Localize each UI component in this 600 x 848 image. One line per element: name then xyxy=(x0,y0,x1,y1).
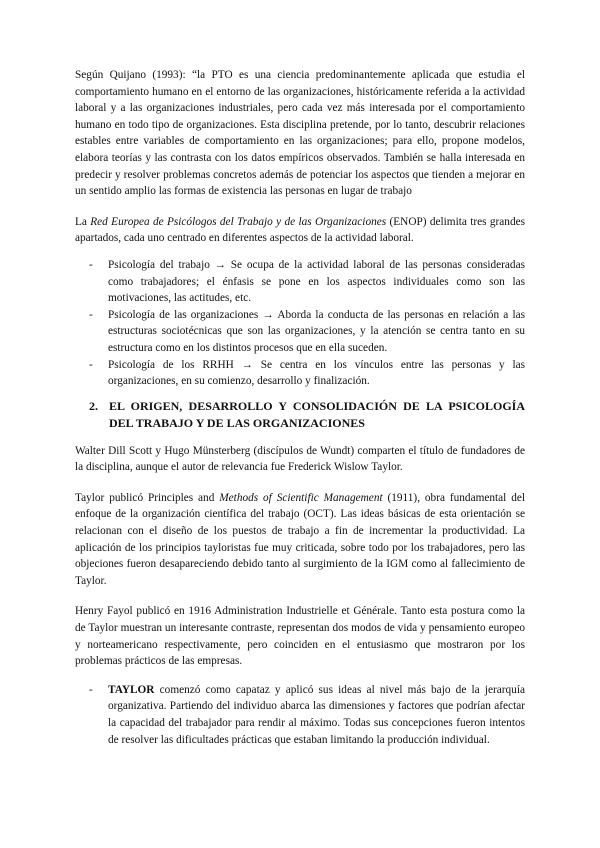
enop-areas-list xyxy=(75,257,525,390)
list-item-text: Psicología del trabajo → Se ocupa de la actividad laboral de las personas consideradas como trabajadores; el énfasis se pone en los aspectos individuales como son las motivaciones, las actitudes, etc. xyxy=(108,258,525,305)
paragraph-fayol: Henry Fayol publicó en 1916 Administration Industrielle et Générale. Tanto esta postura como la de Taylor muestran un interesante contraste, representan dos modos de vida y pensamiento europeo y norteamericano respectivamente, pero coinciden en el entusiasmo que mostraron por los problemas prácticos de las empresas. xyxy=(75,605,525,668)
list-item xyxy=(75,307,525,357)
section-heading xyxy=(75,398,525,433)
dash-bullet: - xyxy=(89,358,93,371)
list-item-text: comenzó como capataz y aplicó sus ideas al nivel más bajo de la jerarquía organizativa. Partiendo del individuo abarca las dimensiones y factores que podrían afectar la capacidad del trabajador para rendir al máximo. Todas sus concepciones fueron intentos de resolver las dificultades prácticas que estaban limitando la producción individual. xyxy=(108,683,525,746)
enop-post: (ENOP) delimita tres grandes apartados, cada uno centrado en diferentes aspectos de la actividad laboral. xyxy=(75,215,526,245)
enop-pre: La xyxy=(75,215,91,228)
list-item xyxy=(75,257,525,307)
list-item xyxy=(75,682,525,748)
list-item xyxy=(75,357,525,390)
section-title: EL ORIGEN, DESARROLLO Y CONSOLIDACIÓN DE LA PSICOLOGÍA DEL TRABAJO Y DE LAS ORGANIZACIONES xyxy=(109,398,525,431)
section-number: 2. xyxy=(89,398,98,413)
paragraph-enop xyxy=(75,214,525,247)
dash-bullet: - xyxy=(89,308,93,321)
book-title: Methods of Scientific Management xyxy=(219,491,383,504)
authors-list xyxy=(75,682,525,748)
enop-name: Red Europea de Psicólogos del Trabajo y de las Organizaciones xyxy=(90,215,387,228)
dash-bullet: - xyxy=(89,258,93,271)
taylor-post: (1911), obra fundamental del enfoque de la organización científica del trabajo (OCT). Las ideas básicas de esta orientación se relacionan con el diseño de los puestos de trabajo a fin de incrementar la productividad. La aplicación de los principios tayloristas fue muy criticada, sobre todo por los trabajadores, pero las objeciones fueron desapareciendo debido tanto al surgimiento de la IGM como al fallecimiento de Taylor. xyxy=(75,491,526,587)
paragraph-taylor xyxy=(75,490,525,590)
list-item-text: Psicología de los RRHH → Se centra en los vínculos entre las personas y las organizaciones, en su comienzo, desarrollo y finalización. xyxy=(108,358,525,388)
paragraph-founders: Walter Dill Scott y Hugo Münsterberg (discípulos de Wundt) comparten el título de fundadores de la disciplina, aunque el autor de relevancia fue Frederick Wislow Taylor. xyxy=(75,444,525,474)
paragraph-quijano: Según Quijano (1993): “la PTO es una ciencia predominantemente aplicada que estudia el comportamiento humano en el entorno de las organizaciones, históricamente referida a la actividad laboral y a las organizaciones industriales, pero cada vez más interesada por el comportamiento humano en todo tipo de organizaciones. Esta disciplina pretende, por lo tanto, descubrir relaciones estables entre variables de comportamiento en las organizaciones; para ello, propone modelos, elabora teorías y las contrasta con los datos empíricos observados. También se halla interesada en predecir y resolver problemas concretos además de potenciar los aspectos que tienden a mejorar en un sentido amplio las formas de existencia las personas en lugar de trabajo xyxy=(75,69,525,198)
taylor-pre: Taylor publicó Principles and xyxy=(75,491,220,504)
dash-bullet: - xyxy=(89,683,93,696)
list-item-text: Psicología de las organizaciones → Aborda la conducta de las personas en relación a las estructuras sociotécnicas que son las organizaciones, y la atención se centra tanto en su estructura como en los distintos procesos que en ella suceden. xyxy=(108,308,525,354)
author-name: TAYLOR xyxy=(108,683,155,696)
